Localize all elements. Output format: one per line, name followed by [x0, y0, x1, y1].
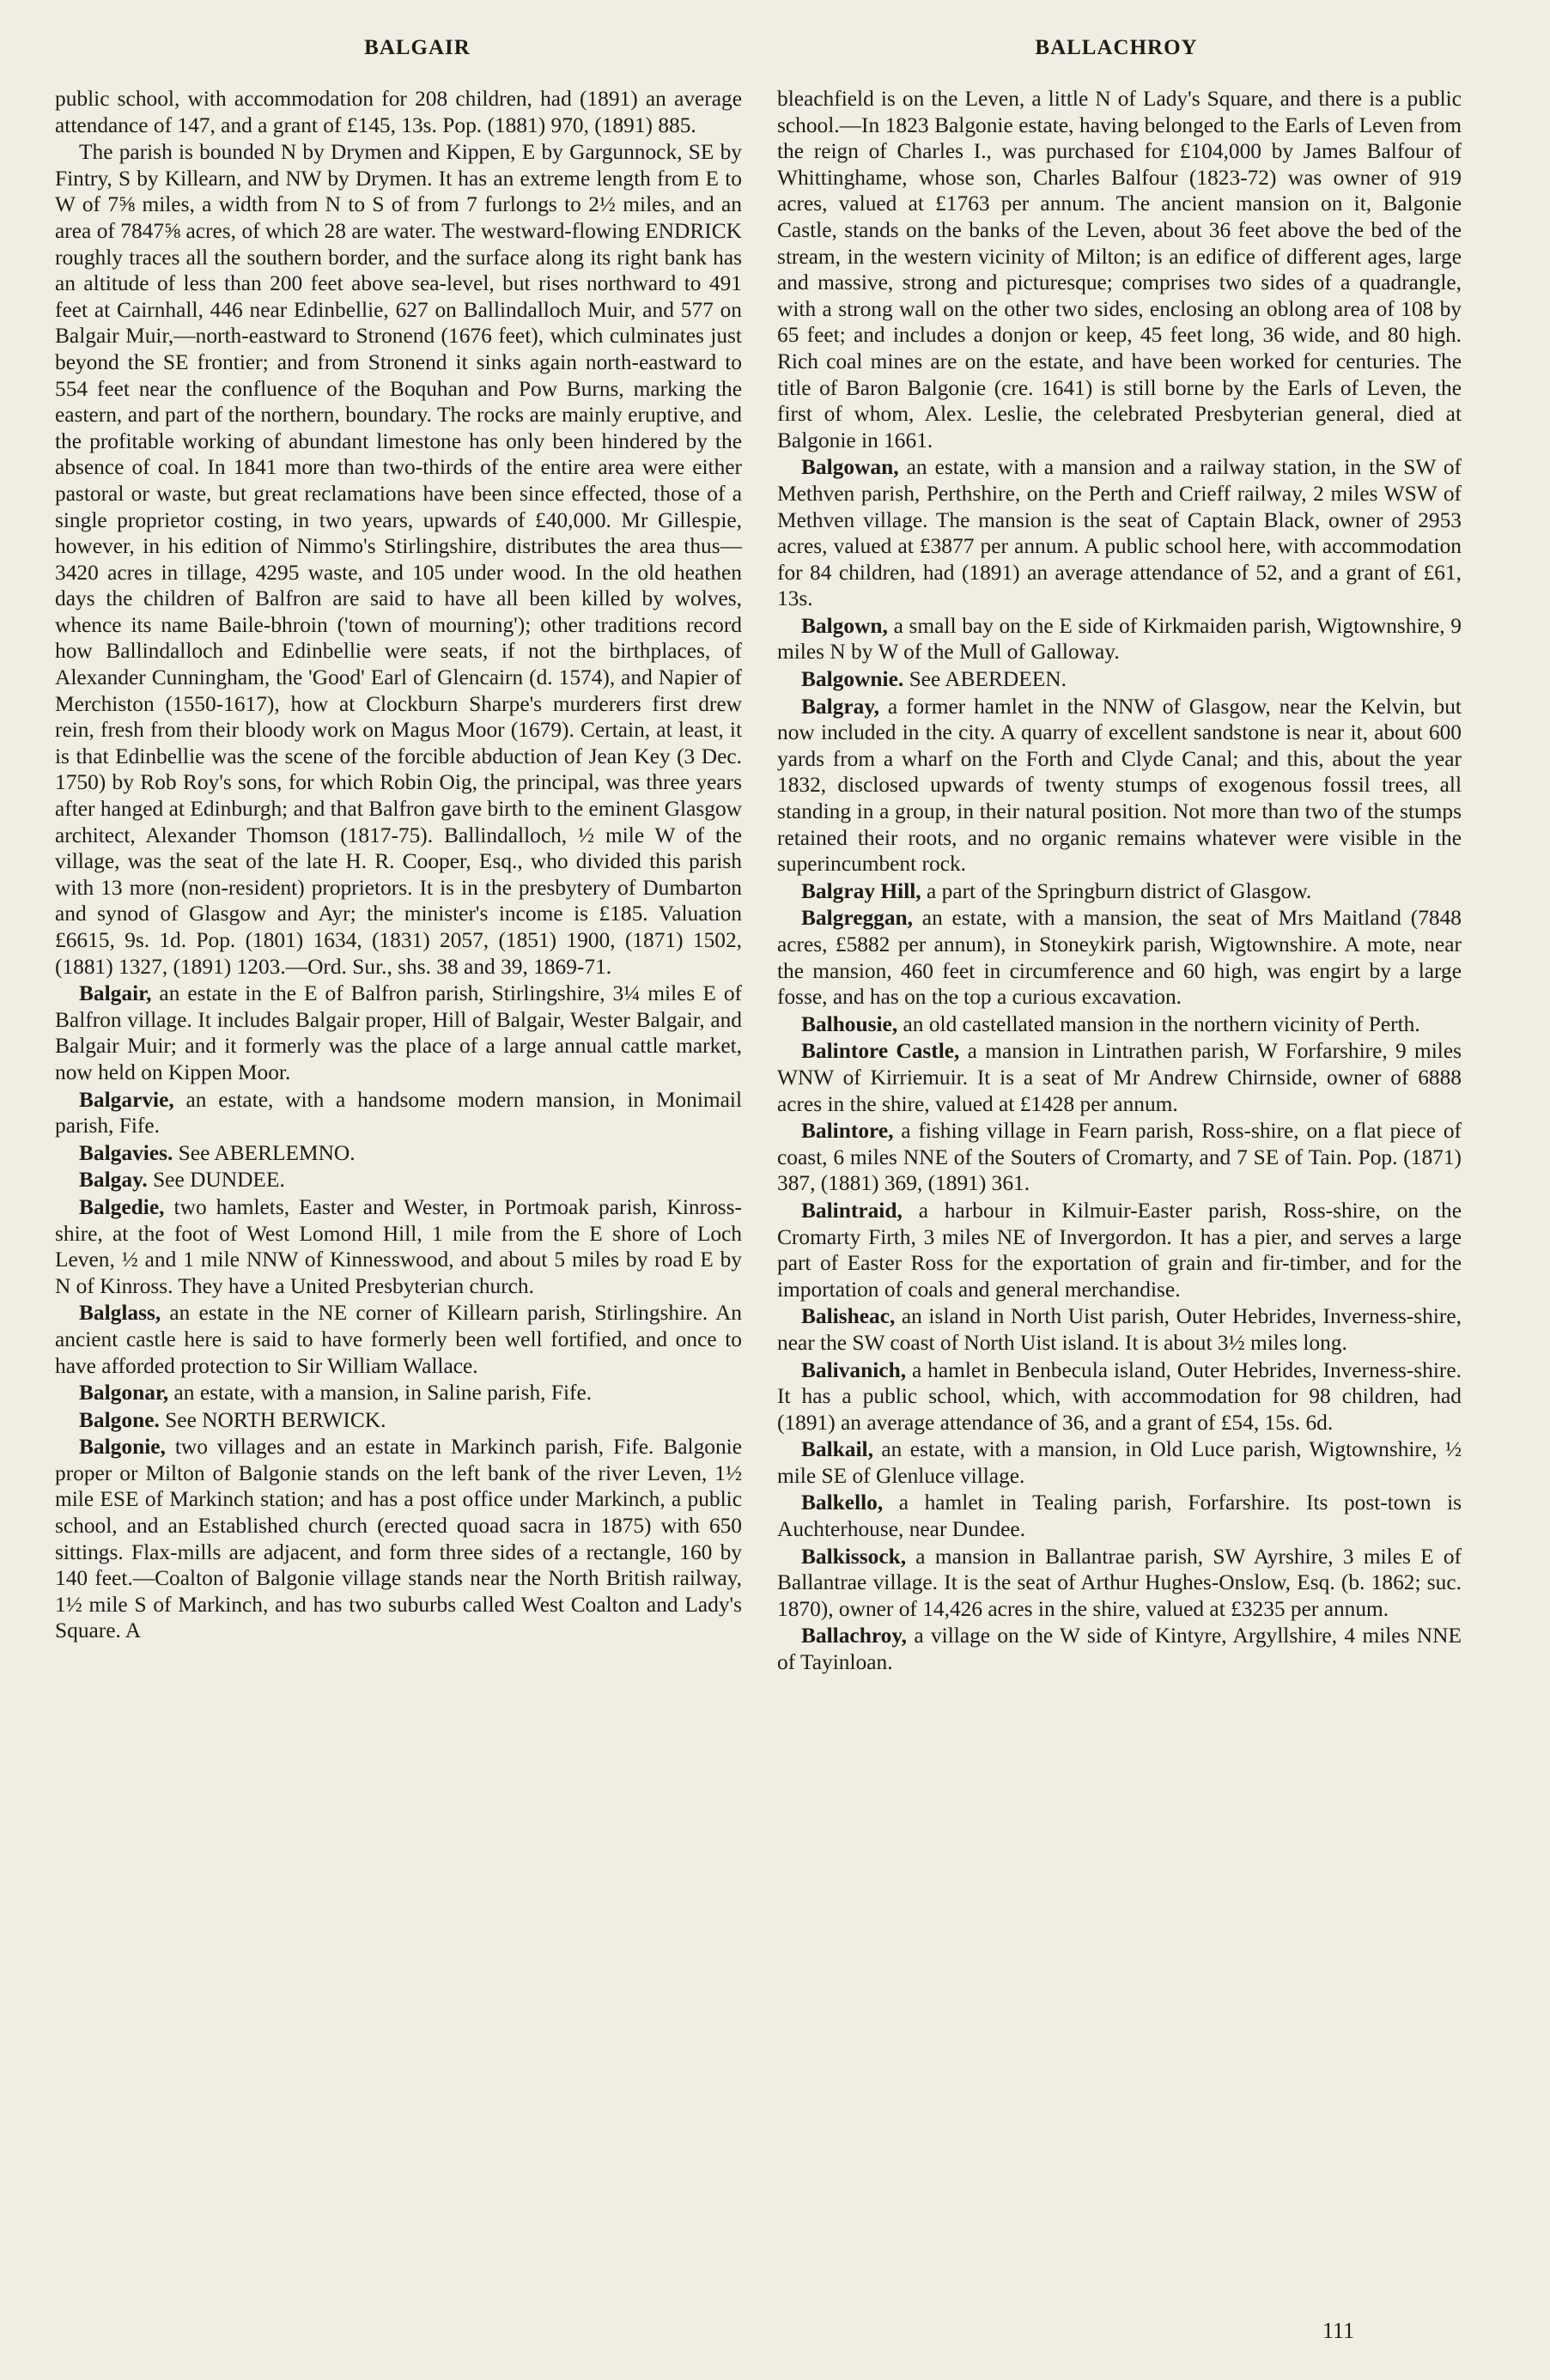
- entry-headword: Ballachroy,: [801, 1624, 907, 1648]
- gazetteer-entry: [55, 1407, 742, 1434]
- entry-text: a mansion in Lintrathen parish, W Forfarshire, 9 miles WNW of Kirriemuir. It is a seat of Mr Andrew Chirnside, owner of 6888 acres in the shire, valued at £1428 per annum.: [777, 1039, 1462, 1116]
- entry-headword: Balkail,: [801, 1437, 873, 1462]
- entry-text: See ABERDEEN.: [903, 667, 1067, 692]
- entry-headword: Balgone.: [79, 1407, 160, 1432]
- entry-headword: Balglass,: [79, 1301, 161, 1326]
- entry-headword: Balgray,: [801, 694, 879, 719]
- entry-headword: Balisheac,: [801, 1304, 896, 1329]
- entry-headword: Balkissock,: [801, 1544, 907, 1569]
- gazetteer-entry: [777, 1357, 1462, 1436]
- entry-text: an estate, with a handsome modern mansion, in Monimail parish, Fife.: [55, 1087, 742, 1138]
- entry-text: See DUNDEE.: [147, 1168, 285, 1193]
- entry-text: an estate in the E of Balfron parish, Stirlingshire, 3¼ miles E of Balfron village. It includes Balgair proper, Hill of Balgair, Wester Balgair, and Balgair Muir; and it formerly was the place of a large annual cattle market, now held on Kippen Moor.: [55, 981, 742, 1084]
- gazetteer-entry: [777, 1436, 1462, 1489]
- entry-headword: Balgair,: [79, 981, 152, 1006]
- gazetteer-entry: [777, 1544, 1462, 1623]
- entry-text: two villages and an estate in Markinch parish, Fife. Balgonie proper or Milton of Balgonie stands on the left bank of the river Leven, 1½ mile ESE of Markinch station; and has a post office under Markinch, a public school, and an Established church (erected quoad sacra in 1875) with 650 sittings. Flax-mills are adjacent, and form three sides of a rectangle, 160 by 140 feet.—Coalton of Balgonie village stands near the North British railway, 1½ mile S of Markinch, and has two suburbs called West Coalton and Lady's Square. A: [55, 1435, 742, 1643]
- gazetteer-entry: [777, 1038, 1462, 1117]
- entry-text: See NORTH BERWICK.: [159, 1407, 386, 1432]
- gazetteer-entry: [55, 1167, 742, 1193]
- entry-text: an estate, with a mansion, the seat of Mrs Maitland (7848 acres, £5882 per annum), in Stoneykirk parish, Wigtownshire. A mote, near the mansion, 460 feet in circumference and 60 high, was engirt by a large fosse, and has on the top a curious excavation.: [777, 906, 1462, 1010]
- entry-headword: Balkello,: [801, 1491, 884, 1515]
- entry-headword: Balgonie,: [79, 1435, 166, 1460]
- entry-text: an estate, with a mansion, in Saline parish, Fife.: [168, 1381, 593, 1406]
- entry-headword: Balgay.: [79, 1168, 148, 1193]
- entry-headword: Balgown,: [801, 613, 888, 638]
- right-column: [777, 86, 1462, 1677]
- entry-text: a hamlet in Tealing parish, Forfarshire. Its post-town is Auchterhouse, near Dundee.: [777, 1491, 1462, 1542]
- entry-text: two hamlets, Easter and Wester, in Portmoak parish, Kinross-shire, at the foot of West Lomond Hill, 1 mile from the E shore of Loch Leven, ½ and 1 mile NNW of Kinnesswood, and about 5 miles by road E by N of Kinross. They have a United Presbyterian church.: [55, 1194, 742, 1298]
- running-header-left: BALGAIR: [364, 36, 471, 59]
- entry-headword: Balivanich,: [801, 1357, 907, 1382]
- entry-text: an old castellated mansion in the northern vicinity of Perth.: [897, 1011, 1420, 1036]
- left-column: [55, 86, 742, 1645]
- gazetteer-entry: [777, 1011, 1462, 1038]
- entry-headword: Balgray Hill,: [801, 878, 921, 903]
- gazetteer-entry: [777, 86, 1462, 453]
- entry-headword: Balgedie,: [79, 1194, 165, 1219]
- entry-text: an island in North Uist parish, Outer Hebrides, Inverness-shire, near the SW coast of North Uist island. It is about 3½ miles long.: [777, 1304, 1462, 1355]
- entry-text: a small bay on the E side of Kirkmaiden parish, Wigtownshire, 9 miles N by W of the Mull of Galloway.: [777, 613, 1462, 665]
- gazetteer-entry: [777, 1118, 1462, 1197]
- entry-text: a harbour in Kilmuir-Easter parish, Ross-shire, on the Cromarty Firth, 3 miles NE of Invergordon. It has a pier, and serves a large part of Easter Ross for the exportation of grain and fir-timber, and for the importation of coals and general merchandise.: [777, 1198, 1462, 1302]
- entry-headword: Balgavies.: [79, 1140, 173, 1165]
- entry-text: an estate, with a mansion, in Old Luce parish, Wigtownshire, ½ mile SE of Glenluce village.: [777, 1437, 1462, 1488]
- entry-headword: Balintore,: [801, 1119, 894, 1144]
- gazetteer-entry: [55, 1087, 742, 1139]
- entry-text: a former hamlet in the NNW of Glasgow, near the Kelvin, but now included in the city. A quarry of excellent sandstone is near it, about 600 yards from a wharf on the Forth and Clyde Canal; and this, about the year 1832, disclosed upwards of twenty stumps of exogenous fossil trees, all standing in a group, in their natural position. Not more than two of the stumps retained their roots, and no organic remains whatever were visible in the superincumbent rock.: [777, 694, 1462, 877]
- entry-headword: Balgowan,: [801, 455, 899, 480]
- entry-headword: Balhousie,: [801, 1011, 898, 1036]
- gazetteer-entry: [55, 86, 742, 138]
- gazetteer-entry: [55, 139, 742, 980]
- gazetteer-entry: [55, 1140, 742, 1167]
- gazetteer-entry: [777, 454, 1462, 612]
- entry-headword: Balgonar,: [79, 1381, 169, 1406]
- gazetteer-entry: [777, 905, 1462, 1010]
- entry-text: See ABERLEMNO.: [173, 1140, 356, 1165]
- gazetteer-entry: [777, 666, 1462, 693]
- entry-headword: Balgownie.: [801, 667, 904, 692]
- entry-text: The parish is bounded N by Drymen and Kippen, E by Gargunnock, SE by Fintry, S by Killearn, and NW by Drymen. It has an extreme length from E to W of 7⅝ miles, a width from N to S of from 7 furlongs to 2½ miles, and an area of 7847⅝ acres, of which 28 are water. The westward-flowing ENDRICK roughly traces all the southern border, and the surface along its right bank has an altitude of less than 200 feet above sea-level, but rises northward to 491 feet at Cairnhall, 446 near Edinbellie, 627 on Ballindalloch Muir, and 577 on Balgair Muir,—north-eastward to Stronend (1676 feet), which culminates just beyond the SE frontier; and from Stronend it sinks again north-eastward to 554 feet near the confluence of the Boquhan and Pow Burns, marking the eastern, and part of the northern, boundary. The rocks are mainly eruptive, and the profitable working of abundant limestone has only been hindered by the absence of coal. In 1841 more than two-thirds of the entire area were either pastoral or waste, but great reclamations have been since effected, those of a single proprietor costing, in two years, upwards of £40,000. Mr Gillespie, however, in his edition of Nimmo's Stirlingshire, distributes the area thus—3420 acres in tillage, 4295 waste, and 105 under wood. In the old heathen days the children of Balfron are said to have all been killed by wolves, whence its name Baile-bhroin ('town of mourning'); other traditions record how Ballindalloch and Edinbellie were seats, if not the birthplaces, of Alexander Cunningham, the 'Good' Earl of Glencairn (d. 1574), and Napier of Merchiston (1550-1617), how at Clockburn Sharpe's murderers first drew rein, fresh from their bloody work on Magus Moor (1679). Certain, at least, it is that Edinbellie was the scene of the forcible abduction of Jean Key (3 Dec. 1750) by Rob Roy's sons, for which Robin Oig, the principal, was three years after hanged at Edinburgh; and that Balfron gave birth to the eminent Glasgow architect, Alexander Thomson (1817-75). Ballindalloch, ½ mile W of the village, was the seat of the late H. R. Cooper, Esq., who divided this parish with 13 more (non-resident) proprietors. It is in the presbytery of Dumbarton and synod of Glasgow and Ayr; the minister's income is £185. Valuation £6615, 9s. 1d. Pop. (1801) 1634, (1831) 2057, (1851) 1900, (1871) 1502, (1881) 1327, (1891) 1203.—Ord. Sur., shs. 38 and 39, 1869-71.: [55, 140, 742, 979]
- entry-text: bleachfield is on the Leven, a little N of Lady's Square, and there is a public school.—In 1823 Balgonie estate, having belonged to the Earls of Leven from the reign of Charles I., was purchased for £104,000 by James Balfour of Whittinghame, whose son, Charles Balfour (1823-72) was owner of 919 acres, valued at £1763 per annum. The ancient mansion on it, Balgonie Castle, stands on the banks of the Leven, about 36 feet above the bed of the stream, in the western vicinity of Milton; is an edifice of different ages, large and massive, strong and picturesque; comprises two sides of a quadrangle, with a strong wall on the other two sides, enclosing an oblong area of 108 by 65 feet; and includes a donjon or keep, 45 feet long, 36 wide, and 80 high. Rich coal mines are on the estate, and have been worked for centuries. The title of Baron Balgonie (cre. 1641) is still borne by the Earls of Leven, the first of whom, Alex. Leslie, the celebrated Presbyterian general, died at Balgonie in 1661.: [777, 87, 1462, 452]
- gazetteer-entry: [777, 1490, 1462, 1542]
- entry-headword: Balgarvie,: [79, 1087, 174, 1112]
- running-header-right: BALLACHROY: [1035, 36, 1198, 59]
- page-number: 111: [1322, 2318, 1355, 2343]
- gazetteer-entry: [55, 1194, 742, 1299]
- gazetteer-entry: [777, 1623, 1462, 1675]
- gazetteer-entry: [777, 1303, 1462, 1356]
- entry-text: a village on the W side of Kintyre, Argyllshire, 4 miles NNE of Tayinloan.: [777, 1624, 1462, 1675]
- gazetteer-entry: [55, 1380, 742, 1406]
- gazetteer-entry: [777, 1198, 1462, 1302]
- entry-headword: Balgreggan,: [801, 906, 914, 931]
- entry-text: an estate in the NE corner of Killearn parish, Stirlingshire. An ancient castle here is said to have formerly been well fortified, and once to have afforded protection to Sir William Wallace.: [55, 1301, 742, 1378]
- gazetteer-entry: [55, 981, 742, 1085]
- entry-headword: Balintore Castle,: [801, 1039, 960, 1064]
- entry-text: a part of the Springburn district of Glasgow.: [921, 878, 1312, 903]
- gazetteer-entry: [55, 1300, 742, 1379]
- gazetteer-entry: [55, 1434, 742, 1644]
- gazetteer-entry: [777, 878, 1462, 905]
- entry-headword: Balintraid,: [801, 1198, 903, 1223]
- gazetteer-entry: [777, 613, 1462, 665]
- entry-text: a hamlet in Benbecula island, Outer Hebrides, Inverness-shire. It has a public school, which, with accommodation for 98 children, had (1891) an average attendance of 36, and a grant of £54, 15s. 6d.: [777, 1357, 1462, 1435]
- entry-text: a mansion in Ballantrae parish, SW Ayrshire, 3 miles E of Ballantrae village. It is the seat of Arthur Hughes-Onslow, Esq. (b. 1862; suc. 1870), owner of 14,426 acres in the shire, valued at £3235 per annum.: [777, 1544, 1462, 1621]
- entry-text: public school, with accommodation for 208 children, had (1891) an average attendance of 147, and a grant of £145, 13s. Pop. (1881) 970, (1891) 885.: [55, 87, 742, 137]
- entry-text: a fishing village in Fearn parish, Ross-shire, on a flat piece of coast, 6 miles NNE of the Souters of Cromarty, and 7 SE of Tain. Pop. (1871) 387, (1881) 369, (1891) 361.: [777, 1119, 1462, 1196]
- entry-text: an estate, with a mansion and a railway station, in the SW of Methven parish, Perthshire, on the Perth and Crieff railway, 2 miles WSW of Methven village. The mansion is the seat of Captain Black, owner of 2953 acres, valued at £3877 per annum. A public school here, with accommodation for 84 children, had (1891) an average attendance of 52, and a grant of £61, 13s.: [777, 455, 1462, 611]
- gazetteer-entry: [777, 694, 1462, 877]
